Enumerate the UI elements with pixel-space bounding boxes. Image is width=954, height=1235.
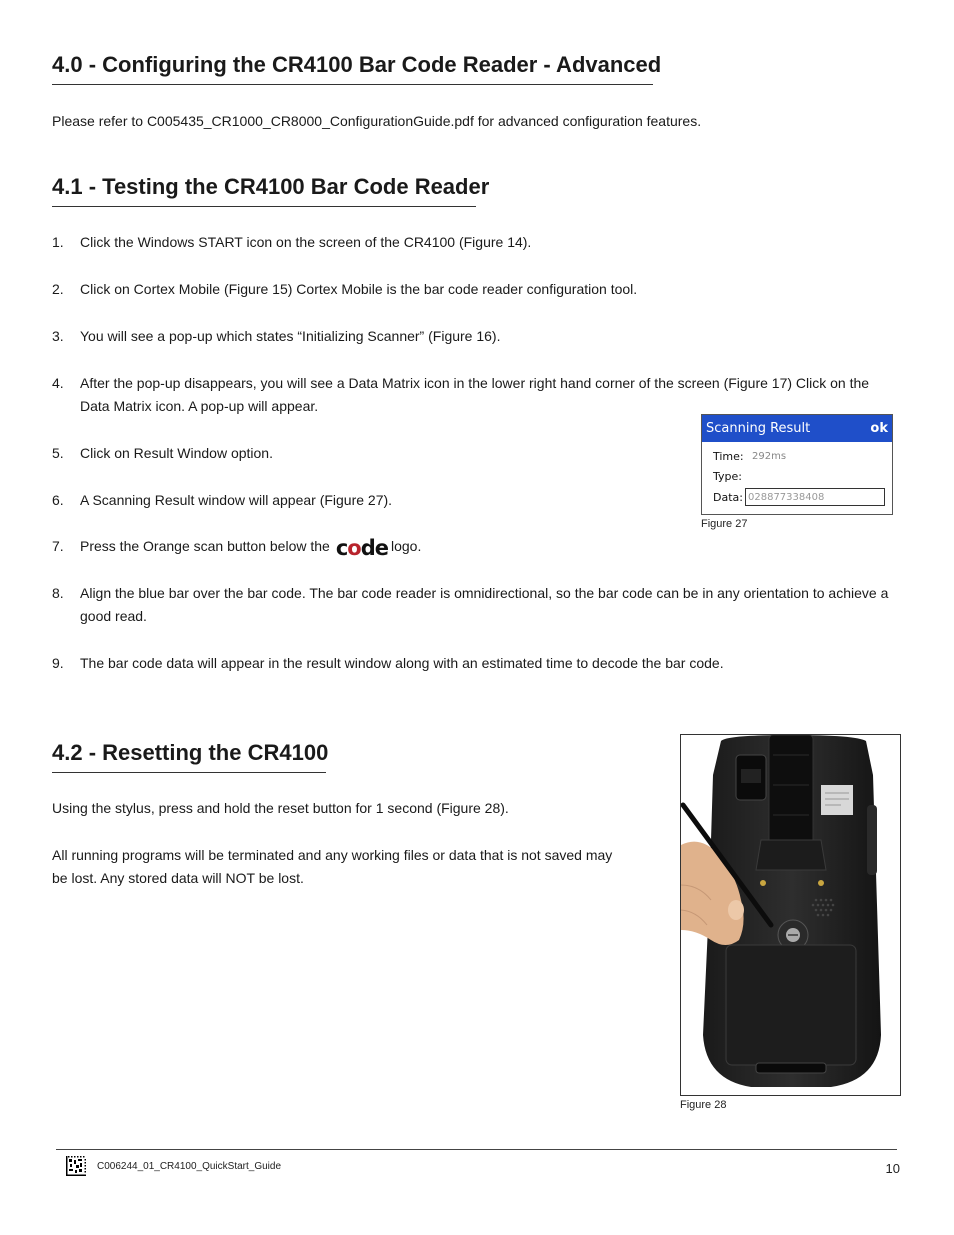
step-number: 7. [52, 538, 64, 554]
time-label: Time: [713, 450, 744, 463]
step-text: Align the blue bar over the bar code. The bar code reader is omnidirectional, so the bar code can be in any orientation to achieve a good read. [80, 585, 889, 624]
code-logo [335, 536, 388, 560]
figure-27-scanning-result-window [701, 414, 893, 515]
step-text: Click on Result Window option. [80, 445, 273, 461]
step-7-text-after: logo. [391, 538, 422, 554]
footer-doc-id: C006244_01_CR4100_QuickStart_Guide [97, 1161, 282, 1172]
figure-28-device-photo [680, 734, 901, 1096]
section-heading-4-1: 4.1 - Testing the CR4100 Bar Code Reader [52, 174, 476, 207]
section-4-2-para-2-line-1: All running programs will be terminated and any working files or data that is not saved may [52, 847, 613, 863]
step-text: A Scanning Result window will appear (Figure 27). [80, 492, 393, 508]
step-text: Click on Cortex Mobile (Figure 15) Cortex Mobile is the bar code reader configuration tool. [80, 281, 638, 297]
section-heading-4-0: 4.0 - Configuring the CR4100 Bar Code Reader - Advanced [52, 52, 653, 85]
data-value-field[interactable]: 028877338408 [745, 488, 885, 506]
step-number: 6. [52, 492, 64, 508]
time-value: 292ms [752, 451, 787, 462]
section-4-2-para-1: Using the stylus, press and hold the reset button for 1 second (Figure 28). [52, 800, 509, 816]
data-matrix-icon [66, 1156, 86, 1176]
step-number: 3. [52, 328, 64, 344]
step-number: 8. [52, 585, 64, 601]
figure-28-caption: Figure 28 [680, 1099, 727, 1111]
page-number: 10 [885, 1161, 900, 1176]
step-number: 5. [52, 445, 64, 461]
type-label: Type: [713, 470, 742, 483]
data-label: Data: [713, 491, 743, 504]
step-number: 1. [52, 234, 64, 250]
step-7-text-before: Press the Orange scan button below the [80, 538, 330, 554]
step-number: 4. [52, 375, 64, 391]
step-number: 9. [52, 655, 64, 671]
code-logo-accent: o [347, 536, 361, 560]
footer-divider [56, 1149, 897, 1150]
step-text [80, 535, 892, 558]
scanning-result-title: Scanning Result [706, 421, 811, 436]
section-heading-4-2: 4.2 - Resetting the CR4100 [52, 740, 326, 773]
step-number: 2. [52, 281, 64, 297]
step-text: You will see a pop-up which states “Initializing Scanner” (Figure 16). [80, 328, 501, 344]
section-4-2-para-2-line-2: be lost. Any stored data will NOT be lost. [52, 870, 304, 886]
section-4-0-text: Please refer to C005435_CR1000_CR8000_ConfigurationGuide.pdf for advanced configuration features. [52, 113, 702, 129]
device-back-illustration [681, 735, 900, 1095]
ok-button[interactable]: ok [870, 421, 888, 436]
step-text: After the pop-up disappears, you will see a Data Matrix icon in the lower right hand corner of the screen (Figure 17) Click on the Data Matrix icon. A pop-up will appear. [80, 375, 870, 414]
figure-27-caption: Figure 27 [701, 518, 748, 530]
scanning-result-title-bar [702, 415, 892, 442]
step-text: The bar code data will appear in the result window along with an estimated time to decode the bar code. [80, 655, 724, 671]
step-text: Click the Windows START icon on the screen of the CR4100 (Figure 14). [80, 234, 532, 250]
code-logo-text: code [335, 536, 388, 560]
